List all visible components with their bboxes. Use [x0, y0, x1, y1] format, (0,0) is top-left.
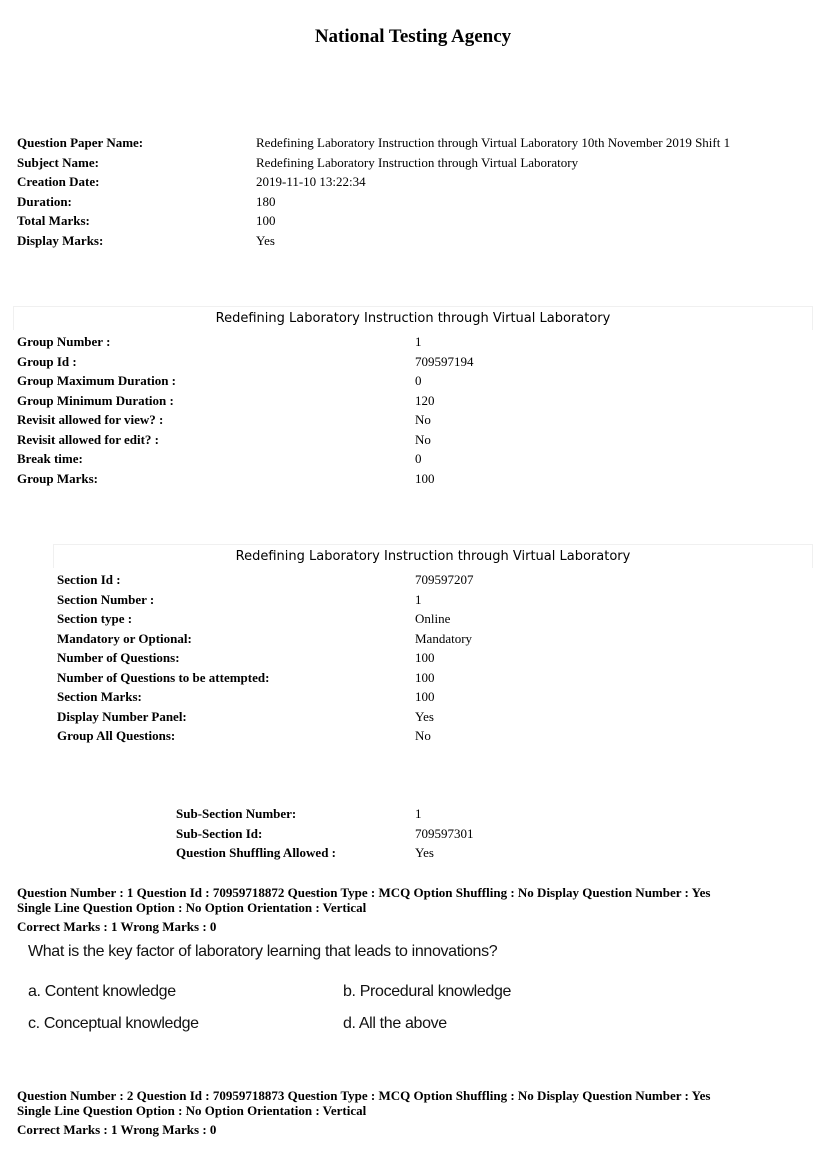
paper-label: Display Marks:	[17, 232, 104, 248]
group-row	[17, 430, 474, 450]
group-label: Group Marks:	[17, 470, 99, 486]
section-label: Mandatory or Optional:	[57, 630, 192, 646]
paper-label: Total Marks:	[17, 213, 90, 228]
subsection-row	[176, 804, 474, 824]
group-value: 120	[415, 392, 435, 408]
section-value: 100	[415, 689, 435, 704]
group-value: 1	[415, 334, 422, 349]
question-meta-line: Question Number : 1 Question Id : 70959718872 Question Type : MCQ Option Shuffling : No Display Question Number : Yes	[17, 885, 711, 900]
group-row	[17, 469, 474, 489]
question-meta-line: Question Number : 2 Question Id : 70959718873 Question Type : MCQ Option Shuffling : No Display Question Number : Yes	[17, 1088, 711, 1103]
section-value: Mandatory	[415, 630, 473, 646]
group-label: Break time:	[17, 451, 83, 466]
section-value: 709597207	[415, 572, 474, 587]
section-row	[57, 648, 474, 668]
subsection-row	[176, 843, 474, 863]
paper-value: Yes	[256, 232, 275, 248]
section-label: Group All Questions:	[57, 728, 176, 743]
subsection-value: 709597301	[415, 825, 474, 841]
group-label: Group Maximum Duration :	[17, 373, 177, 388]
section-info	[57, 570, 474, 746]
section-label: Section Number :	[57, 591, 155, 607]
section-row	[57, 590, 474, 610]
section-label: Display Number Panel:	[57, 708, 187, 724]
group-value: 100	[415, 470, 435, 486]
document-title: National Testing Agency	[314, 26, 512, 47]
section-label: Section Marks:	[57, 689, 142, 704]
group-banner: Redefining Laboratory Instruction through Virtual Laboratory	[13, 306, 813, 330]
group-row	[17, 332, 474, 352]
group-value: 0	[415, 373, 422, 388]
paper-label: Subject Name:	[17, 154, 99, 170]
question-marks: Correct Marks : 1 Wrong Marks : 0	[17, 1122, 217, 1137]
group-label: Group Minimum Duration :	[17, 392, 174, 408]
section-row	[57, 570, 474, 590]
group-row	[17, 410, 474, 430]
section-row	[57, 668, 474, 688]
section-label: Section Id :	[57, 572, 121, 587]
section-value: 100	[415, 669, 435, 685]
section-value: 1	[415, 591, 422, 607]
group-label: Group Number :	[17, 334, 111, 349]
section-label: Section type :	[57, 611, 133, 626]
subsection-value: Yes	[415, 845, 434, 860]
section-row	[57, 687, 474, 707]
group-label: Revisit allowed for edit? :	[17, 431, 160, 447]
question-marks: Correct Marks : 1 Wrong Marks : 0	[17, 919, 217, 934]
paper-value: 2019-11-10 13:22:34	[256, 174, 366, 189]
subsection-label: Sub-Section Id:	[176, 825, 263, 841]
paper-row	[17, 192, 730, 212]
section-value: Yes	[415, 708, 434, 724]
subsection-info	[176, 804, 474, 863]
question-1-meta	[17, 886, 710, 935]
paper-info	[17, 133, 730, 250]
question-meta-line: Single Line Question Option : No Option Orientation : Vertical	[17, 1102, 367, 1118]
section-value: 100	[415, 650, 435, 665]
subsection-row	[176, 824, 474, 844]
group-label: Revisit allowed for view? :	[17, 412, 164, 427]
paper-value: 100	[256, 213, 276, 228]
question-1-option-a: a. Content knowledge	[28, 983, 176, 1000]
paper-value: 180	[256, 193, 276, 209]
section-value: No	[415, 728, 431, 743]
section-row	[57, 726, 474, 746]
group-value: 0	[415, 451, 422, 466]
paper-label: Creation Date:	[17, 174, 100, 189]
section-value: Online	[415, 611, 451, 626]
question-2-meta	[17, 1089, 710, 1138]
paper-value: Redefining Laboratory Instruction through Virtual Laboratory 10th November 2019 Shift 1	[256, 135, 731, 150]
group-label: Group Id :	[17, 353, 77, 369]
section-row	[57, 609, 474, 629]
section-banner: Redefining Laboratory Instruction through Virtual Laboratory	[53, 544, 813, 568]
group-row	[17, 449, 474, 469]
group-info	[17, 332, 474, 488]
paper-row	[17, 172, 730, 192]
group-row	[17, 371, 474, 391]
paper-value: Redefining Laboratory Instruction through Virtual Laboratory	[256, 154, 579, 170]
group-value: 709597194	[415, 353, 474, 369]
group-row	[17, 352, 474, 372]
question-1-option-d: d. All the above	[343, 1015, 447, 1032]
question-meta-line: Single Line Question Option : No Option Orientation : Vertical	[17, 899, 367, 915]
subsection-label: Sub-Section Number:	[176, 806, 297, 821]
question-1-option-c: c. Conceptual knowledge	[28, 1015, 199, 1032]
section-row	[57, 707, 474, 727]
question-1-text: What is the key factor of laboratory learning that leads to innovations?	[28, 943, 498, 960]
paper-label: Duration:	[17, 193, 72, 209]
paper-row	[17, 231, 730, 251]
paper-label: Question Paper Name:	[17, 135, 144, 150]
subsection-label: Question Shuffling Allowed :	[176, 845, 337, 860]
section-label: Number of Questions:	[57, 650, 180, 665]
paper-row	[17, 133, 730, 153]
group-row	[17, 391, 474, 411]
paper-row	[17, 211, 730, 231]
paper-row	[17, 153, 730, 173]
section-row	[57, 629, 474, 649]
question-1-option-b: b. Procedural knowledge	[343, 983, 512, 1000]
section-label: Number of Questions to be attempted:	[57, 669, 270, 685]
subsection-value: 1	[415, 806, 422, 821]
group-value: No	[415, 431, 431, 447]
group-value: No	[415, 412, 431, 427]
